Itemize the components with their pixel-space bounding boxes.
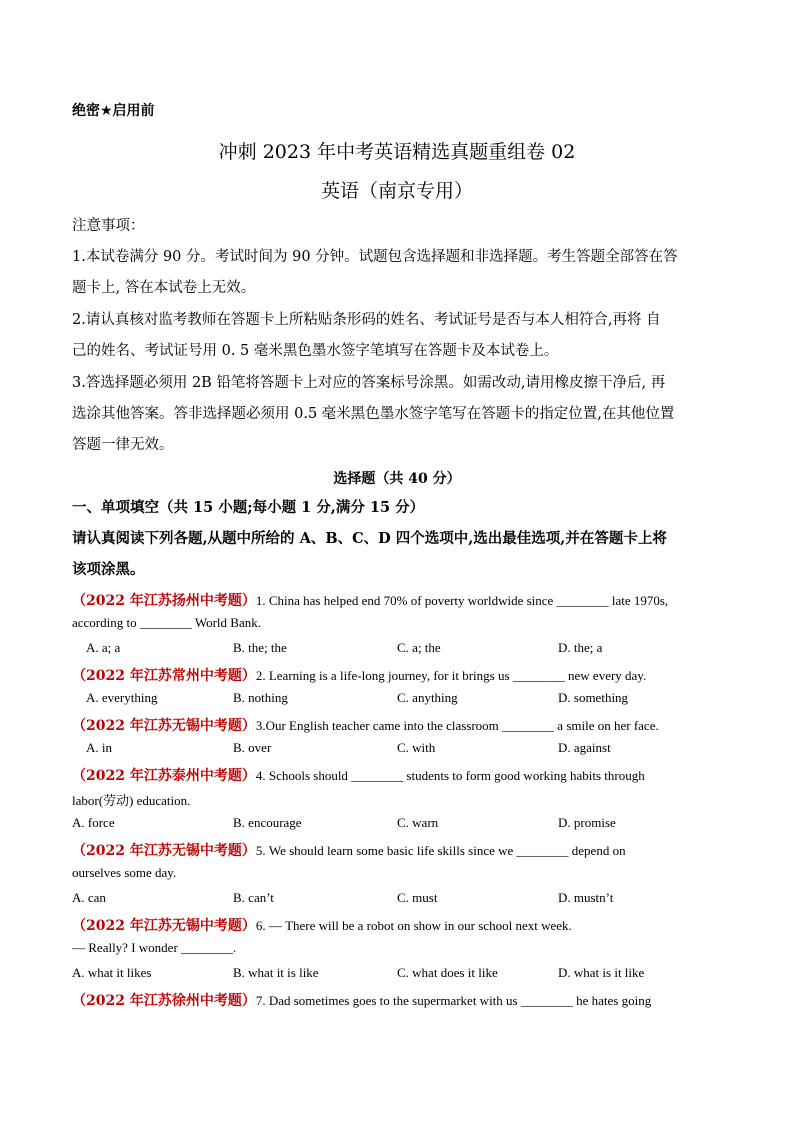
option-b: B. encourage xyxy=(233,815,302,830)
option-a: A. everything xyxy=(86,690,158,705)
question-text-cont: — Really? I wonder ________. xyxy=(72,940,237,955)
notes-line: 题卡上, 答在本试卷上无效。 xyxy=(72,280,256,296)
question-source-tag: （2022 年江苏徐州中考题） xyxy=(72,993,256,1009)
notes-line: 1.本试卷满分 90 分。考试时间为 90 分钟。试题包含选择题和非选择题。考生答题全部答在答 xyxy=(72,249,678,265)
option-b: B. the; the xyxy=(233,640,287,655)
notes-line: 选涂其他答案。答非选择题必须用 0.5 毫米黑色墨水签字笔写在答题卡的指定位置,在其他位置 xyxy=(72,406,675,422)
question-2 xyxy=(72,665,646,685)
question-1 xyxy=(72,590,668,610)
question-source-tag: （2022 年江苏无锡中考题） xyxy=(72,843,256,859)
confidential-label: 绝密★启用前 xyxy=(72,103,155,119)
notes-line: 己的姓名、考试证号用 0. 5 毫米黑色墨水签字笔填写在答题卡及本试卷上。 xyxy=(72,343,559,359)
option-d: D. mustn’t xyxy=(558,890,614,905)
instruction-line: 该项涂黑。 xyxy=(72,561,145,578)
question-text: 4. Schools should ________ students to form good working habits through xyxy=(255,768,645,783)
option-c: C. what does it like xyxy=(397,965,498,980)
exam-title: 冲刺 2023 年中考英语精选真题重组卷 02 xyxy=(218,141,576,163)
option-a: A. what it likes xyxy=(72,965,152,980)
question-text-cont: labor(劳动) education. xyxy=(72,793,191,808)
option-d: D. something xyxy=(558,690,629,705)
question-text: 2. Learning is a life-long journey, for it brings us ________ new every day. xyxy=(255,668,647,683)
option-a: A. can xyxy=(72,890,106,905)
question-text-cont: according to ________ World Bank. xyxy=(72,615,261,630)
question-4 xyxy=(72,765,645,785)
option-c: C. a; the xyxy=(397,640,441,655)
notes-line: 3.答选择题必须用 2B 铅笔将答题卡上对应的答案标号涂黑。如需改动,请用橡皮擦干净后, 再 xyxy=(72,375,666,391)
option-c: C. with xyxy=(397,740,436,755)
question-5 xyxy=(72,840,626,860)
question-7 xyxy=(72,990,651,1010)
question-text: 3.Our English teacher came into the classroom ________ a smile on her face. xyxy=(255,718,659,733)
notes-line: 答题一律无效。 xyxy=(72,437,174,453)
question-text: 5. We should learn some basic life skills since we ________ depend on xyxy=(255,843,626,858)
option-b: B. over xyxy=(233,740,272,755)
question-source-tag: （2022 年江苏无锡中考题） xyxy=(72,718,256,734)
option-d: D. promise xyxy=(558,815,616,830)
question-6 xyxy=(72,915,572,935)
instruction-line: 请认真阅读下列各题,从题中所给的 A、B、C、D 四个选项中,选出最佳选项,并在答题卡上将 xyxy=(72,530,667,547)
option-b: B. what it is like xyxy=(233,965,319,980)
option-a: A. in xyxy=(86,740,112,755)
question-text-cont: ourselves some day. xyxy=(72,865,177,880)
question-text: 1. China has helped end 70% of poverty worldwide since ________ late 1970s, xyxy=(255,593,669,608)
question-3 xyxy=(72,715,659,735)
question-text: 7. Dad sometimes goes to the supermarket with us ________ he hates going xyxy=(255,993,652,1008)
option-c: C. anything xyxy=(397,690,458,705)
question-source-tag: （2022 年江苏扬州中考题） xyxy=(72,593,256,609)
option-a: A. force xyxy=(72,815,115,830)
question-source-tag: （2022 年江苏泰州中考题） xyxy=(72,768,256,784)
section-title: 选择题（共 40 分） xyxy=(333,471,461,487)
notes-line: 2.请认真核对监考教师在答题卡上所粘贴条形码的姓名、考试证号是否与本人相符合,再将 自 xyxy=(72,312,661,328)
option-d: D. against xyxy=(558,740,611,755)
option-b: B. nothing xyxy=(233,690,288,705)
part-heading: 一、单项填空（共 15 小题;每小题 1 分,满分 15 分） xyxy=(72,499,425,516)
option-c: C. warn xyxy=(397,815,439,830)
notes-heading: 注意事项： xyxy=(72,218,145,234)
option-d: D. what is it like xyxy=(558,965,645,980)
question-source-tag: （2022 年江苏常州中考题） xyxy=(72,668,256,684)
option-d: D. the; a xyxy=(558,640,603,655)
question-text: 6. — There will be a robot on show in our school next week. xyxy=(255,918,572,933)
exam-subtitle: 英语（南京专用） xyxy=(320,180,473,202)
question-source-tag: （2022 年江苏无锡中考题） xyxy=(72,918,256,934)
option-a: A. a; a xyxy=(86,640,121,655)
option-c: C. must xyxy=(397,890,438,905)
option-b: B. can’t xyxy=(233,890,274,905)
